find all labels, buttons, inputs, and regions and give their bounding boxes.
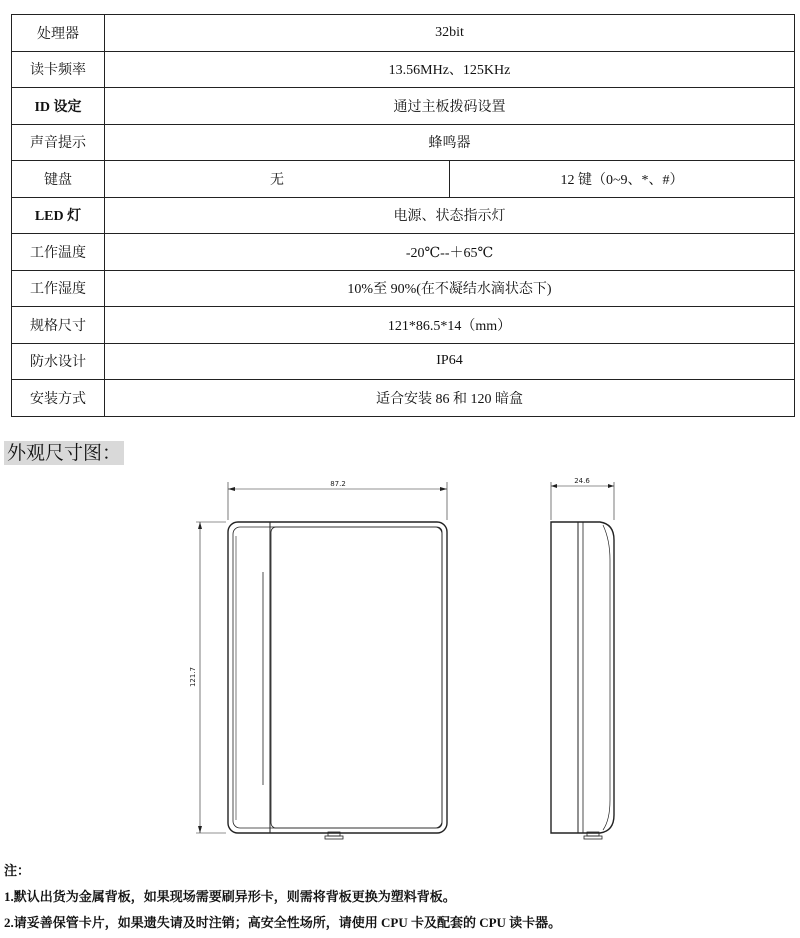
spec-value: 蜂鸣器 [105,124,795,161]
notes [4,858,794,936]
spec-value: 电源、状态指示灯 [105,197,795,234]
height-dimension-label: 121.7 [189,666,197,688]
spec-value: 32bit [105,15,795,52]
spec-row [12,51,795,88]
section-title: 外观尺寸图： [4,441,124,465]
spec-label: 键盘 [12,161,105,198]
spec-label: 处理器 [12,15,105,52]
spec-label: 规格尺寸 [12,307,105,344]
spec-value-2: 12 键（0~9、*、#） [450,161,795,198]
spec-value: 适合安装 86 和 120 暗盒 [105,380,795,417]
spec-table [11,14,795,417]
spec-row [12,88,795,125]
spec-value: IP64 [105,343,795,380]
spec-row [12,343,795,380]
depth-dimension-label: 24.6 [574,477,590,485]
spec-label: 工作湿度 [12,270,105,307]
spec-row [12,270,795,307]
spec-label: 读卡频率 [12,51,105,88]
spec-row [12,161,795,198]
spec-row [12,15,795,52]
spec-row [12,197,795,234]
spec-label: LED 灯 [12,197,105,234]
spec-row [12,380,795,417]
spec-value: -20℃--＋65℃ [105,234,795,271]
note-item: 1.默认出货为金属背板，如果现场需要刷异形卡，则需将背板更换为塑料背板。 [4,889,456,904]
spec-row [12,307,795,344]
spec-value: 无 [105,161,450,198]
notes-heading: 注： [4,863,31,878]
spec-label: 安装方式 [12,380,105,417]
dimension-drawing [0,470,800,860]
spec-label: ID 设定 [12,88,105,125]
spec-value: 13.56MHz、125KHz [105,51,795,88]
spec-value: 121*86.5*14（mm） [105,307,795,344]
spec-label: 声音提示 [12,124,105,161]
spec-row [12,234,795,271]
spec-value: 10%至 90%(在不凝结水滴状态下) [105,270,795,307]
spec-label: 防水设计 [12,343,105,380]
spec-label: 工作温度 [12,234,105,271]
spec-row [12,124,795,161]
width-dimension-label: 87.2 [330,480,346,488]
spec-value: 通过主板拨码设置 [105,88,795,125]
note-item: 2.请妥善保管卡片，如果遗失请及时注销；高安全性场所，请使用 CPU 卡及配套的 CPU 读卡器。 [4,915,562,930]
front-view [196,482,447,839]
side-view [551,482,614,839]
